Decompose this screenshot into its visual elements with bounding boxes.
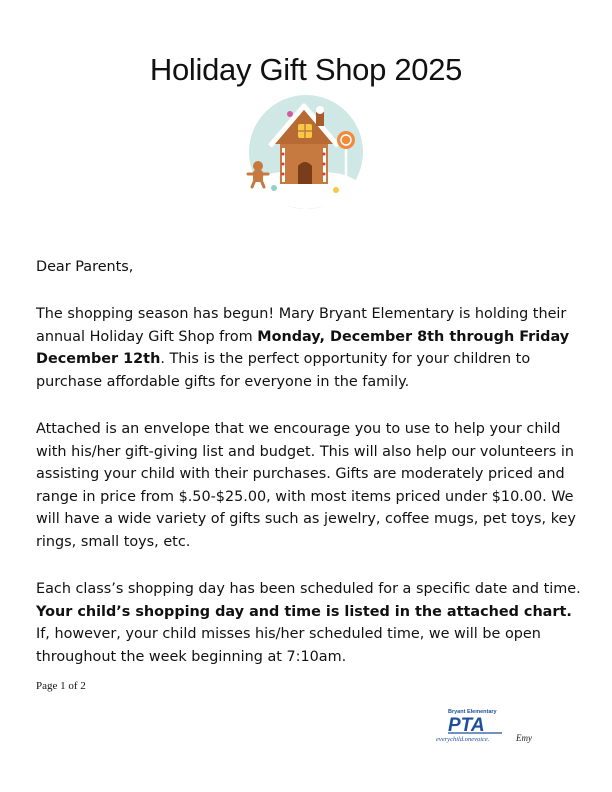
pta-logo bbox=[436, 707, 571, 747]
pta-mark: PTA bbox=[448, 715, 485, 736]
gingerbread-house-illustration bbox=[244, 94, 368, 212]
page-number: Page 1 of 2 bbox=[36, 680, 86, 692]
intro-text-2: . This is the perfect opportunity for your children to purchase affordable gifts for everyone in the family. bbox=[36, 351, 531, 390]
pta-signature: Emy bbox=[516, 733, 532, 743]
pta-org-name: Bryant Elementary bbox=[448, 709, 497, 715]
letter-body bbox=[36, 256, 584, 693]
paragraph-intro bbox=[36, 303, 584, 393]
greeting: Dear Parents, bbox=[36, 259, 134, 275]
intro-text-1: The shopping season has begun! Mary Bryant Elementary is holding their annual Holiday Gift Shop from bbox=[36, 306, 567, 345]
schedule-bold: Your child’s shopping day and time is listed in the attached chart. bbox=[36, 603, 572, 620]
paragraph-envelope: Attached is an envelope that we encourage you to use to help your child with his/her gift-giving list and budget. This will also help our volunteers in assisting your child with their purchases. Gifts are moderately priced and range in price from $.50-$25.00, with most items priced under $10.00. We will have a wide variety of gifts such as jewelry, coffee mugs, pet toys, key rings, small toys, etc. bbox=[36, 420, 576, 550]
pta-tagline: everychild.onevoice. bbox=[436, 736, 490, 743]
schedule-text-2: If, however, your child misses his/her scheduled time, we will be open throughout the week beginning at 7:10am. bbox=[36, 626, 541, 665]
paragraph-schedule bbox=[36, 578, 584, 668]
intro-dates: Monday, December 8th through Friday December 12th bbox=[36, 328, 570, 368]
schedule-text-1: Each class’s shopping day has been scheduled for a specific date and time. bbox=[36, 581, 581, 598]
page-title: Holiday Gift Shop 2025 bbox=[149, 52, 463, 87]
